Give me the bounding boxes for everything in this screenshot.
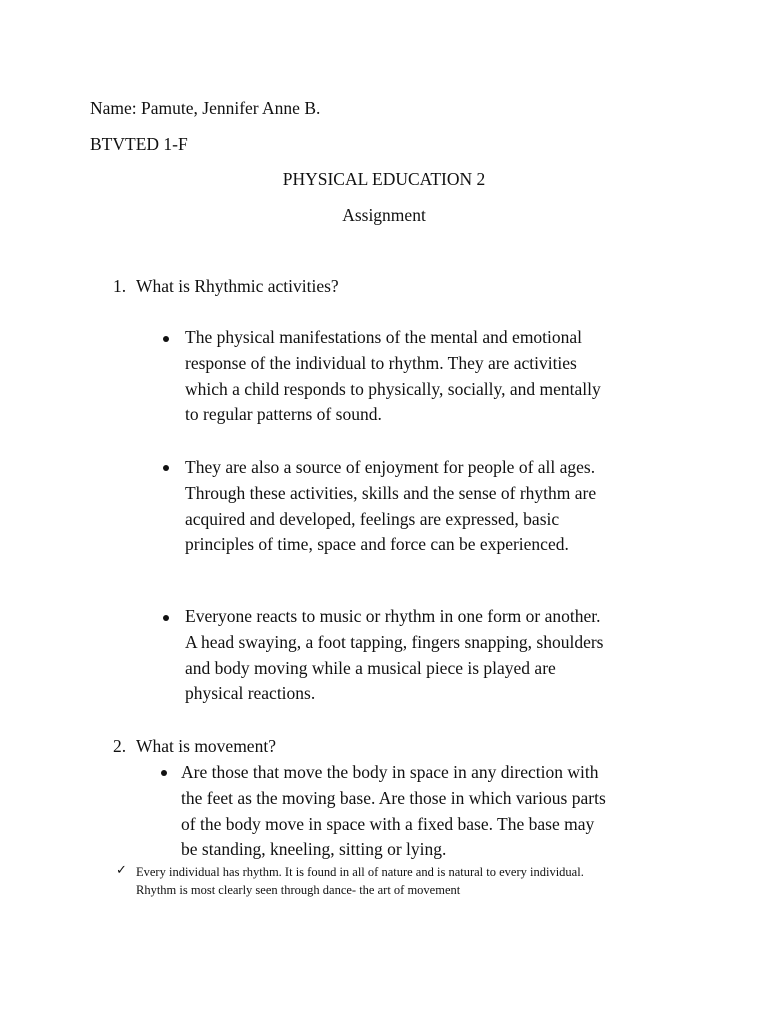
- question-text: What is Rhythmic activities?: [136, 276, 339, 296]
- note-line: Every individual has rhythm. It is found in all of nature and is natural to every individual.: [136, 865, 584, 879]
- answer-line: of the body move in space with a fixed base. The base may: [181, 813, 595, 834]
- question-text: What is movement?: [136, 736, 276, 756]
- student-section: BTVTED 1-F: [90, 134, 188, 154]
- answer-line: acquired and developed, feelings are expressed, basic: [185, 508, 560, 529]
- course-title: PHYSICAL EDUCATION 2: [282, 169, 486, 189]
- answer-line: and body moving while a musical piece is played are: [185, 657, 556, 678]
- student-name: Name: Pamute, Jennifer Anne B.: [90, 98, 321, 118]
- answer-paragraph: [185, 455, 596, 558]
- answer-line: Through these activities, skills and the sense of rhythm are: [185, 482, 597, 503]
- question-number: 2.: [113, 736, 127, 756]
- answer-paragraph: [185, 325, 601, 428]
- answer-line: the feet as the moving base. Are those in which various parts: [181, 787, 606, 808]
- answer-line: Everyone reacts to music or rhythm in one form or another.: [185, 606, 601, 626]
- bullet-icon: [163, 336, 169, 342]
- answer-line: They are also a source of enjoyment for people of all ages.: [185, 457, 596, 477]
- note-line: Rhythm is most clearly seen through dance- the art of movement: [136, 883, 461, 897]
- document-type: Assignment: [342, 205, 426, 225]
- bullet-icon: [163, 465, 169, 471]
- checkmark-icon: ✓: [116, 863, 127, 878]
- answer-line: to regular patterns of sound.: [185, 404, 382, 425]
- answer-paragraph: [185, 604, 603, 707]
- question-number: 1.: [113, 276, 127, 296]
- answer-line: be standing, kneeling, sitting or lying.: [181, 839, 447, 860]
- answer-line: The physical manifestations of the mental and emotional: [185, 327, 583, 347]
- answer-line: A head swaying, a foot tapping, fingers snapping, shoulders: [185, 631, 604, 652]
- answer-line: principles of time, space and force can be experienced.: [185, 534, 569, 555]
- bullet-icon: [161, 770, 167, 776]
- answer-line: physical reactions.: [185, 683, 316, 704]
- bullet-icon: [163, 615, 169, 621]
- answer-line: response of the individual to rhythm. They are activities: [185, 352, 577, 373]
- answer-paragraph: [181, 760, 606, 863]
- answer-line: Are those that move the body in space in any direction with: [181, 762, 599, 782]
- answer-line: which a child responds to physically, socially, and mentally: [185, 378, 601, 399]
